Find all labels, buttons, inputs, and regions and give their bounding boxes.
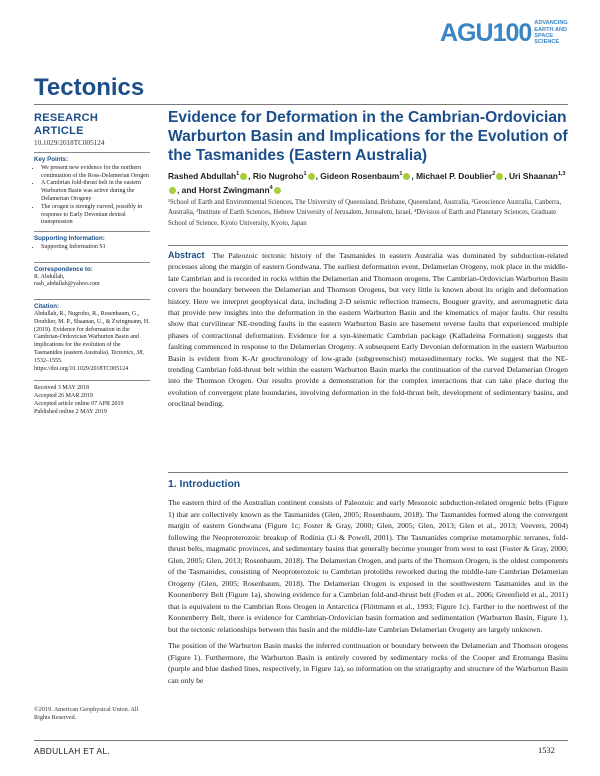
agu-logo: [440, 16, 568, 50]
paragraph: The eastern third of the Australian continent consists of Paleozoic and early Mesozoic subduction-related orogenic belts (Figure 1) that are collectively known as the Tasmanides (Glen, 2005; Rosenbaum, 2018). The Tasmanides formed along the convergent margin of eastern Gondwana (Figure 1c; Foster & Gray, 2000; Glen, 2005; Glen, 2013; Glen et al., 2013; Veevers, 2004) following the Neoproterozoic breakup of Rodinia (Li & Powell, 2001). The Tasmanides comprise metamorphic terranes, fold-thrust belts, magmatic provinces, and sedimentary basins that generally become younger from west to east (Foster & Gray, 2000; Glen, 2005; Glen, 2013; Rosenbaum, 2018). The Delamerian Orogen, and parts of the Thomson Orogen, is the oldest components of the Tasmanides, consisting of Neoproterozoic to Cambrian protoliths reworked during the middle-late Cambrian Delamerian Orogeny (Glen, 2005; Rosenbaum, 2018). The Delamerian Orogen is exposed in the southwestern Tasmanides and in the Koonenberry Belt (Figure 1a), showing evidence for a Cambrian fold-and-thrust belt (Foden et al., 2006; Greenfield et al., 2011) that is equivalent to the Cambrian Ross Orogen in Antarctica (Flöttmann et al., 1993; Figure 1c). Farther to the northwest of the Koonenberry Belt, there is evidence for Cambrian-Ordovician basin formation and sedimentation (Warburton Basin, Figure 1), but the tectonic relationships between this basin and the middle-late Cambrian Delamerian Orogeny are largely unknown.: [168, 498, 568, 634]
supporting-info-link[interactable]: • Supporting Information S1: [41, 244, 150, 252]
citation-journal: Tectonics, 38,: [110, 349, 144, 356]
orcid-icon[interactable]: [403, 173, 410, 180]
abstract-label: Abstract: [168, 250, 205, 260]
orcid-icon[interactable]: [169, 187, 176, 194]
author[interactable]: Gideon Rosenbaum$^1$: [320, 170, 403, 181]
agu-logo-wordmark: AGU100: [440, 18, 532, 47]
orcid-icon[interactable]: [496, 173, 503, 180]
author-list: Rashed Abdullah$^1$ , Rio Nugroho$^1$ , Gideon Rosenbaum$^1$ , Michael P. Doublier$^2$ , Uri Shaanan$^{1,3}$, and Horst Zwingmann$^4$: [168, 170, 566, 195]
article-title: Evidence for Deformation in the Cambrian-Ordovician Warburton Basin and Implications for the Evolution of the Tasmanides (Eastern Australia): [168, 109, 568, 164]
key-point: • The orogen is strongly curved, possibly in response to Early Devonian dextral transpression: [41, 204, 150, 227]
date-received: Received 3 MAY 2018: [34, 385, 90, 392]
copyright: ©2019. American Geophysical Union. All Rights Reserved.: [34, 706, 139, 721]
key-point: • A Cambrian fold-thrust belt in the eastern Warburton Basin was active during the Delamerian Orogeny: [41, 180, 150, 203]
page-number: 1532: [538, 746, 555, 755]
author[interactable]: Michael P. Doublier$^2$: [416, 170, 496, 181]
running-author: ABDULLAH ET AL.: [34, 746, 111, 756]
correspondence-section: [34, 262, 150, 289]
correspondence-label: Correspondence to:: [34, 265, 93, 273]
abstract-rule: [168, 245, 568, 246]
header-rule: [34, 104, 568, 105]
orcid-icon[interactable]: [308, 173, 315, 180]
agu-logo-tagline: ADVANCING EARTH AND SPACE SCIENCE: [534, 20, 568, 46]
author[interactable]: Horst Zwingmann$^4$: [198, 184, 273, 195]
author[interactable]: Rio Nugroho$^1$: [252, 170, 307, 181]
key-point: • We present new evidence for the northern continuation of the Ross-Delamerian Orogen: [41, 165, 150, 181]
correspondence-email[interactable]: rash_abdullah@yahoo.com: [34, 281, 100, 288]
key-points-label: Key Points:: [34, 156, 69, 163]
section-heading: 1. Introduction: [168, 479, 241, 490]
correspondence-name: R. Abdullah,: [34, 273, 65, 280]
date-published: Published online 2 MAY 2019: [34, 408, 107, 415]
journal-title: Tectonics: [34, 74, 145, 101]
date-accepted-online: Accepted article online 07 APR 2019: [34, 400, 124, 407]
paragraph: The position of the Warburton Basin masks the inferred continuation or boundary between the Delamerian and Thomson orogens (Figure 1). Furthermore, the Warburton Basin is entirely covered by sedimentary rocks of the Cooper and Eromanga Basins (purple and blue dashed lines, respectively, in Figure 1a), so information on the stratigraphy and structure of the Warburton Basin can only be: [168, 641, 568, 685]
dates-section: [34, 380, 150, 416]
supporting-info-section: [34, 231, 150, 252]
affiliations: ¹School of Earth and Environmental Sciences, The University of Queensland, Brisbane, Queensland, Australia, ²Geoscience Australia, Canberra, Australia, ³Institute of Earth Sciences, Hebrew University of Jerusalem, Jerusalem, Israel, ⁴Division of Earth and Planetary Sciences, Graduate School of Science, Kyoto University, Kyoto, Japan: [168, 199, 562, 227]
orcid-icon[interactable]: [240, 173, 247, 180]
author[interactable]: Rashed Abdullah$^1$: [168, 170, 240, 181]
section-rule: [168, 472, 568, 473]
doi[interactable]: 10.1029/2018TC005124: [34, 139, 105, 147]
introduction-body: [168, 497, 568, 691]
key-points-section: [34, 152, 150, 227]
article-type: RESEARCH ARTICLE: [34, 112, 99, 137]
abstract: [168, 250, 568, 410]
sidebar: [34, 112, 150, 417]
citation-doi[interactable]: https://doi.org/10.1029/2018TC005124: [34, 365, 129, 372]
date-accepted: Accepted 26 MAR 2019: [34, 393, 93, 400]
author-conjunction: and: [181, 184, 197, 195]
orcid-icon[interactable]: [274, 187, 281, 194]
supporting-info-label: Supporting Information:: [34, 235, 105, 243]
citation-text: Abdullah, R., Nugroho, R., Rosenbaum, G., Doublier, M. P., Shaanan, U., & Zwingmann, H. (2019). Evidence for deformation in the Cambrian-Ordovician Warburton Basin and implications for the evolution of the Tasmanides (eastern Australia).: [34, 310, 150, 356]
author[interactable]: Uri Shaanan$^{1,3}$: [508, 170, 566, 181]
citation-label: Citation:: [34, 303, 60, 311]
abstract-text: The Paleozoic tectonic history of the Tasmanides in eastern Australia was dominated by subduction-related processes along the margin of eastern Gondwana. The earliest deformation event, Delamerian Orogeny, took place in the middle-late Cambrian and is recorded in rocks within the Delamerian and Thomson orogens. The Cambrian-Ordovician Warburton Basin covers the boundary between the Delamerian and Thomson Orogens, but very little is known about its origin and deformation history. Here we interpret geophysical data, including 2-D seismic reflection transects, Bouguer gravity, and aeromagnetic data that provide new insights into the deformation in the eastern Warburton Basin and the kinematics of major faults. Our results show that curvilinear NE-trending faults in the eastern Warburton Basin are basement reverse faults that experienced multiple phases of contractional deformation. Evidence for a syn-kinematic Cambrian package (Kalladeina Formation) suggests that faulting commenced in response to the Delamerian Orogeny. A subsequent Early Devonian deformation in the eastern Warburton Basin is evident from K-Ar geochronology of low-grade (subgreenschist) metasedimentary rocks. We suggest that the NE-trending Cambrian fold-thrust belt within the eastern Warburton Basin marks the continuation of the curved Delamerian Orogen into the Thomson Orogen. Our results provide a demonstration for the complex interactions that can take place during the evolution of convergent plate boundaries, involving deformation in the fold-thrust belt, development of sedimentary basins, and oroclinal bending.: [168, 251, 568, 409]
citation-section: [34, 299, 150, 373]
footer-rule: [34, 740, 568, 741]
citation-pages: 1532–1555.: [34, 357, 63, 364]
